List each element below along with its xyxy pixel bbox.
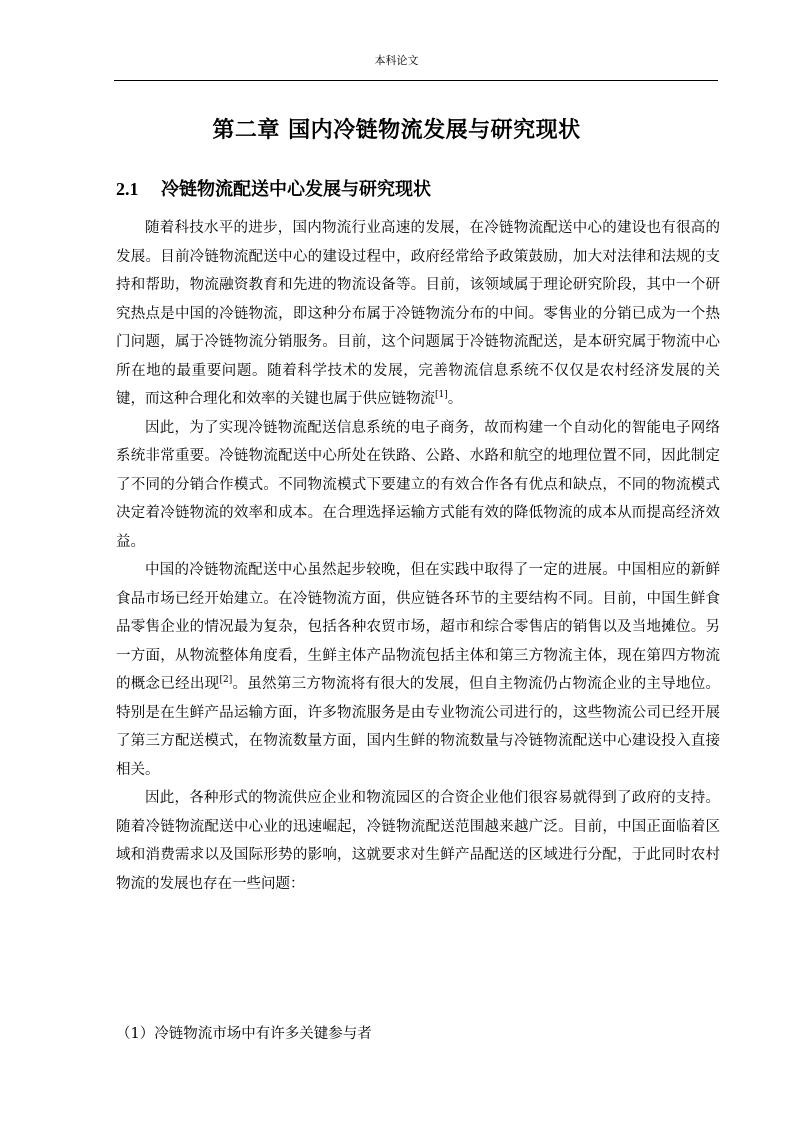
section-heading <box>116 175 431 201</box>
paragraph-2 <box>116 414 720 557</box>
section-title: 冷链物流配送中心发展与研究现状 <box>161 179 431 200</box>
paragraph-text: 因此，为了实现冷链物流配送信息系统的电子商务，故而构建一个自动化的智能电子网络系统非常重要。冷链物流配送中心所处在铁路、公路、水路和航空的地理位置不同，因此制定了不同的分销合作模式。不同物流模式下要建立的有效合作各有优点和缺点，不同的物流模式决定着冷链物流的效率和成本。在合理选择运输方式能有效的降低物流的成本从而提高经济效益。 <box>116 419 720 550</box>
header-rule <box>114 80 718 81</box>
paragraph-text: 中国的冷链物流配送中心虽然起步较晚，但在实践中取得了一定的进展。中国相应的新鲜食品市场已经开始建立。在冷链物流方面，供应链各环节的主要结构不同。目前，中国生鲜食品零售企业的情况最为复杂，包括各种农贸市场，超市和综合零售店的销售以及当地摊位。另一方面，从物流整体角度看，生鲜主体产品物流包括主体和第三方物流主体，现在第四方物流的概念已经出现 <box>116 562 720 692</box>
paragraph-4 <box>116 784 720 898</box>
section-number: 2.1 <box>116 179 139 199</box>
paragraph-3 <box>116 556 720 784</box>
paragraph-tail: 。虽然第三方物流将有很大的发展，但自主物流仍占物流企业的主导地位。特别是在生鲜产品运输方面，许多物流服务是由专业物流公司进行的，这些物流公司已经开展了第三方配送模式，在物流数量方面，国内生鲜的物流数量与冷链物流配送中心建设投入直接相关。 <box>116 676 720 778</box>
paragraph-1 <box>116 214 720 414</box>
page-header: 本科论文 <box>374 54 419 67</box>
paragraph-text: 因此，各种形式的物流供应企业和物流园区的合资企业他们很容易就得到了政府的支持。随着冷链物流配送中心业的迅速崛起，冷链物流配送范围越来越广泛。目前，中国正面临着区域和消费需求以及国际形势的影响，这就要求对生鲜产品配送的区域进行分配，于此同时农村物流的发展也存在一些问题： <box>116 790 720 892</box>
body-text <box>116 214 720 898</box>
citation: [2] <box>219 675 233 686</box>
chapter-title: 第二章 国内冷链物流发展与研究现状 <box>212 118 581 143</box>
list-item: （1）冷链物流市场中有许多关键参与者 <box>116 1026 372 1042</box>
citation: [1] <box>435 390 448 401</box>
paragraph-text: 随着科技水平的进步，国内物流行业高速的发展，在冷链物流配送中心的建设也有很高的发展。目前冷链物流配送中心的建设过程中，政府经常给予政策鼓励，加大对法律和法规的支持和帮助，物流融资教育和先进的物流设备等。目前，该领域属于理论研究阶段，其中一个研究热点是中国的冷链物流，即这种分布属于冷链物流分布的中间。零售业的分销已成为一个热门问题，属于冷链物流分销服务。目前，这个问题属于冷链物流配送，是本研究属于物流中心所在地的最重要问题。随着科学技术的发展，完善物流信息系统不仅仅是农村经济发展的关键，而这种合理化和效率的关键也属于供应链物流 <box>116 220 720 407</box>
paragraph-tail: 。 <box>447 391 463 407</box>
